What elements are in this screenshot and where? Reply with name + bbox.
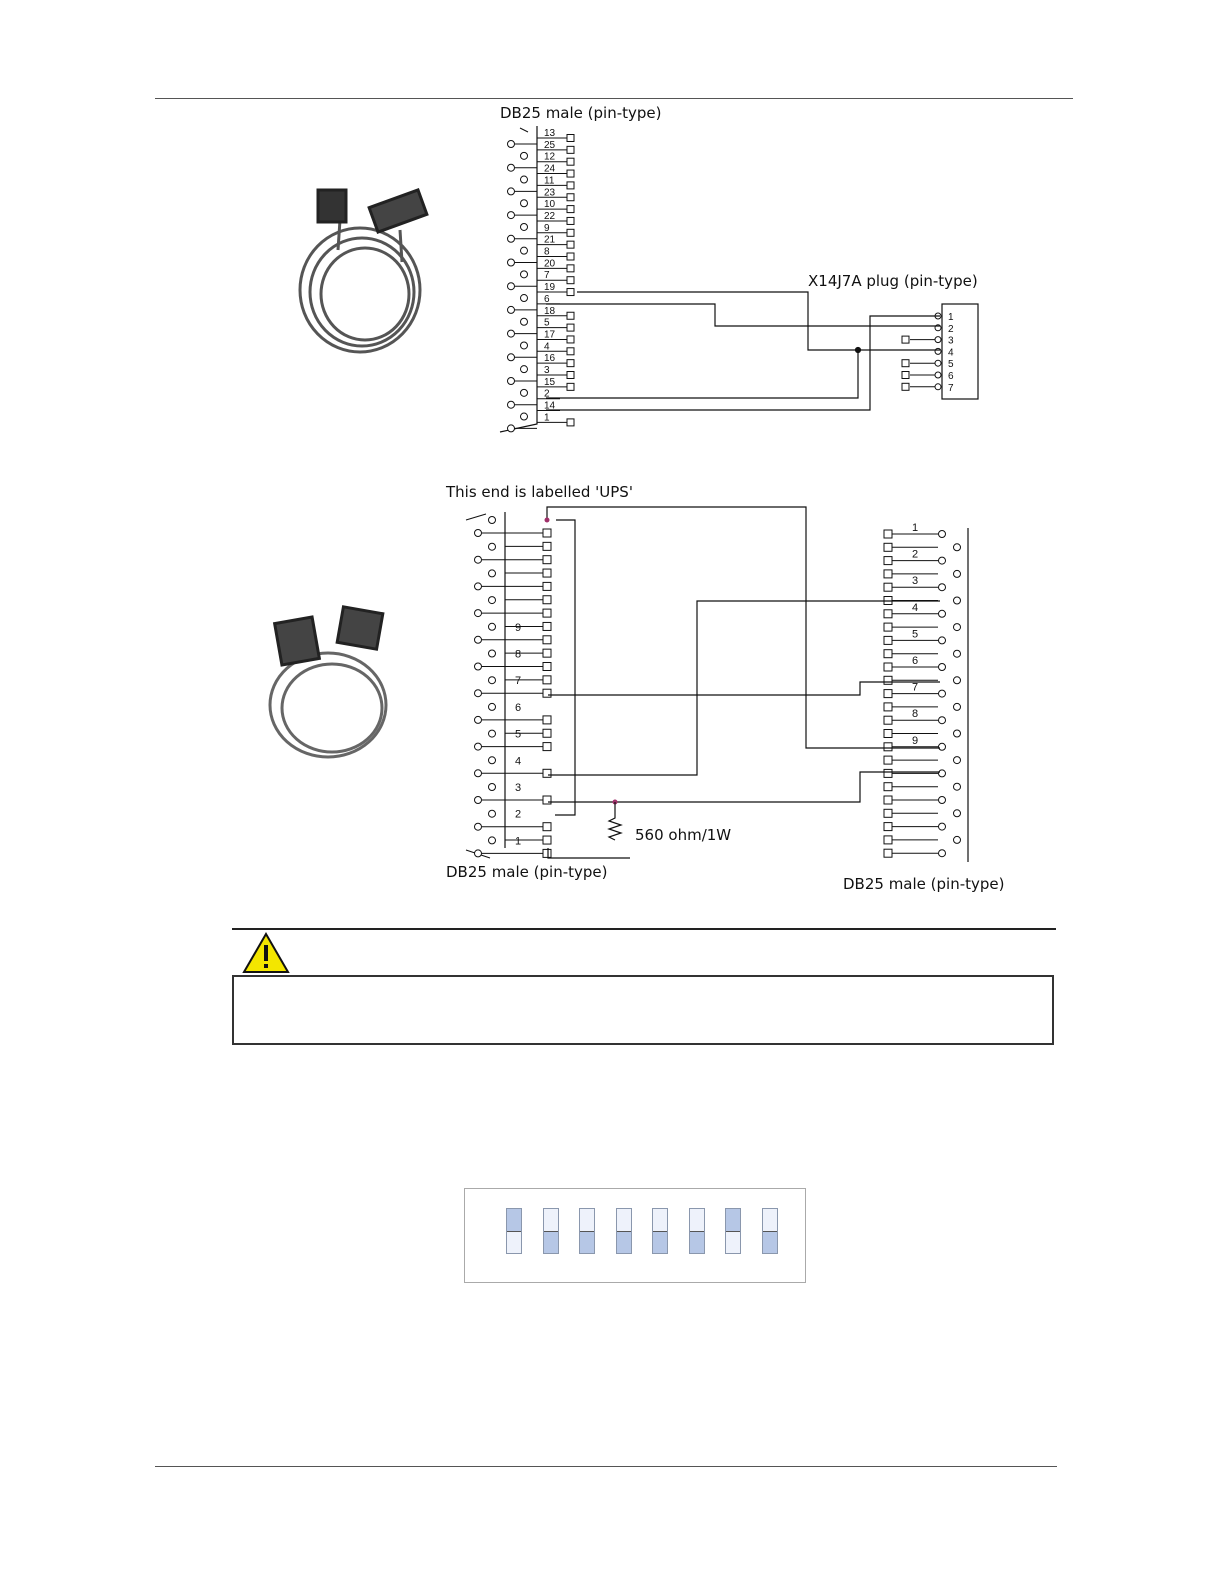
dip-switch-divider <box>617 1231 631 1232</box>
right-pin-square <box>884 557 892 565</box>
top-db25-pin-circle <box>521 247 528 254</box>
top-db25-pin-square <box>567 348 574 355</box>
dip-switch-knob <box>653 1231 667 1253</box>
left-pin-circle <box>489 757 496 764</box>
right-pin-square <box>884 570 892 578</box>
top-db25-pin-label: 10 <box>544 199 556 211</box>
left-pin-square <box>543 796 551 804</box>
left-pin-circle <box>489 623 496 630</box>
right-pin-square <box>884 836 892 844</box>
top-db25-pin-square <box>567 135 574 142</box>
dip-switch-knob <box>544 1231 558 1253</box>
left-pin-circle <box>475 530 482 537</box>
right-db25-caption: DB25 male (pin-type) <box>843 875 1005 893</box>
dip-switch-knob <box>726 1209 740 1231</box>
right-pin-square <box>884 743 892 751</box>
left-pin-circle <box>489 650 496 657</box>
dip-switch-divider <box>690 1231 704 1232</box>
top-db25-pin-circle <box>508 259 515 266</box>
warning-triangle-icon <box>242 932 290 974</box>
plug-pin-circle <box>935 337 941 343</box>
top-plug-caption: X14J7A plug (pin-type) <box>808 272 978 290</box>
top-db25-pin-square <box>567 229 574 236</box>
top-db25-pin-label: 12 <box>544 151 556 163</box>
top-db25-pin-label: 19 <box>544 282 556 294</box>
left-pin-square <box>543 769 551 777</box>
top-db25-pin-circle <box>521 271 528 278</box>
right-pin-circle <box>954 570 961 577</box>
top-db25-pin-circle <box>508 212 515 219</box>
left-pin-circle <box>475 636 482 643</box>
right-pin-square <box>884 783 892 791</box>
right-pin-circle <box>954 836 961 843</box>
right-pin-label: 9 <box>912 734 919 747</box>
top-db25-pin-label: 4 <box>544 341 550 353</box>
top-db25-pin-circle <box>521 152 528 159</box>
top-db25-pin-label: 3 <box>544 365 550 376</box>
left-pin-circle <box>489 677 496 684</box>
left-pin-square <box>543 649 551 657</box>
right-pin-label: 4 <box>912 601 919 614</box>
plug-pin-label: 1 <box>948 312 954 323</box>
top-db25-pin-label: 5 <box>544 317 550 329</box>
top-db25-pin-circle <box>521 223 528 230</box>
left-pin-square <box>543 596 551 604</box>
plug-pin-label: 4 <box>948 347 954 359</box>
top-db25-pin-square <box>567 170 574 177</box>
right-pin-circle <box>939 717 946 724</box>
right-pin-square <box>884 583 892 591</box>
right-pin-circle <box>939 690 946 697</box>
right-pin-square <box>884 543 892 551</box>
left-pin-circle <box>489 703 496 710</box>
left-pin-square <box>543 529 551 537</box>
top-db25-pin-circle <box>508 378 515 385</box>
right-pin-square <box>884 663 892 671</box>
warning-rule <box>232 928 1056 930</box>
top-db25-pin-circle <box>508 306 515 313</box>
right-pin-square <box>884 809 892 817</box>
resistor-label: 560 ohm/1W <box>635 826 732 844</box>
top-db25-pin-circle <box>521 342 528 349</box>
top-db25-pin-label: 25 <box>544 139 556 151</box>
dip-switch-divider <box>507 1231 521 1232</box>
top-db25-pin-circle <box>508 164 515 171</box>
plug-pin-label: 2 <box>948 323 954 335</box>
top-db25-pin-circle <box>521 366 528 373</box>
top-db25-pin-label: 11 <box>544 175 555 187</box>
top-db25-pin-label: 14 <box>544 400 556 412</box>
dip-switch[interactable] <box>762 1208 778 1254</box>
top-db25-pin-circle <box>508 330 515 337</box>
right-pin-circle <box>954 730 961 737</box>
left-pin-circle <box>475 823 482 830</box>
cable-photo-1 <box>300 190 427 352</box>
right-pin-circle <box>954 757 961 764</box>
dip-switch-knob <box>690 1231 704 1253</box>
dip-switch-knob <box>617 1231 631 1253</box>
right-pin-square <box>884 610 892 618</box>
dip-switch-divider <box>653 1231 667 1232</box>
right-pin-square <box>884 849 892 857</box>
top-db25-pin-circle <box>508 401 515 408</box>
right-pin-square <box>884 756 892 764</box>
top-plug-connector <box>808 272 978 399</box>
left-pin-circle <box>475 690 482 697</box>
left-pin-square <box>543 609 551 617</box>
right-pin-square <box>884 703 892 711</box>
dip-switch[interactable] <box>616 1208 632 1254</box>
dip-switch-knob <box>507 1209 521 1231</box>
top-db25-pin-label: 7 <box>544 270 550 282</box>
top-db25-pin-square <box>567 158 574 165</box>
left-pin-label: 9 <box>515 621 522 634</box>
left-pin-square <box>543 743 551 751</box>
left-pin-square <box>543 542 551 550</box>
left-db25-caption: DB25 male (pin-type) <box>446 863 608 881</box>
left-pin-square <box>543 569 551 577</box>
left-pin-label: 6 <box>515 701 522 714</box>
right-pin-label: 1 <box>912 522 919 534</box>
right-pin-square <box>884 769 892 777</box>
top-db25-pin-square <box>567 217 574 224</box>
left-pin-square <box>543 716 551 724</box>
top-db25-pin-circle <box>521 389 528 396</box>
top-db25-pin-square <box>567 206 574 213</box>
top-db25-pin-square <box>567 372 574 379</box>
top-db25-pin-label: 23 <box>544 187 556 199</box>
dip-switch-divider <box>763 1231 777 1232</box>
left-pin-circle <box>475 663 482 670</box>
bottom-wires <box>545 507 941 858</box>
top-db25-pin-square <box>567 419 574 426</box>
top-db25-pin-circle <box>521 318 528 325</box>
plug-pin-square <box>902 372 909 379</box>
left-pin-square <box>543 676 551 684</box>
top-db25-pin-circle <box>508 354 515 361</box>
right-pin-circle <box>939 743 946 750</box>
top-db25-pin-label: 6 <box>544 293 550 305</box>
right-pin-square <box>884 716 892 724</box>
top-db25-pin-square <box>567 182 574 189</box>
right-pin-square <box>884 636 892 644</box>
top-db25-pin-circle <box>521 200 528 207</box>
footer-rule <box>155 1466 1057 1467</box>
dip-switch[interactable] <box>725 1208 741 1254</box>
right-pin-square <box>884 730 892 738</box>
left-pin-square <box>543 836 551 844</box>
left-pin-circle <box>489 730 496 737</box>
left-pin-label: 4 <box>515 755 522 768</box>
left-pin-circle <box>475 610 482 617</box>
right-pin-square <box>884 823 892 831</box>
left-pin-circle <box>489 570 496 577</box>
right-pin-circle <box>939 584 946 591</box>
left-pin-square <box>543 663 551 671</box>
right-pin-circle <box>939 850 946 857</box>
left-pin-square <box>543 689 551 697</box>
top-db25-pin-square <box>567 241 574 248</box>
right-pin-circle <box>939 770 946 777</box>
top-db25-caption: DB25 male (pin-type) <box>500 104 662 122</box>
left-pin-label: 7 <box>515 675 522 688</box>
top-db25-connector <box>500 104 661 432</box>
top-db25-pin-circle <box>521 413 528 420</box>
plug-pin-label: 6 <box>948 371 954 382</box>
left-pin-circle <box>489 597 496 604</box>
left-pin-square <box>543 622 551 630</box>
right-pin-circle <box>954 810 961 817</box>
right-pin-square <box>884 530 892 538</box>
top-db25-pin-circle <box>508 425 515 432</box>
top-db25-pin-square <box>567 289 574 296</box>
left-pin-circle <box>489 837 496 844</box>
top-db25-pin-label: 8 <box>544 246 550 258</box>
dip-switch[interactable] <box>652 1208 668 1254</box>
top-db25-pin-label: 24 <box>544 163 556 175</box>
plug-pin-circle <box>935 372 941 378</box>
right-pin-square <box>884 690 892 698</box>
dip-switch[interactable] <box>506 1208 522 1254</box>
right-pin-circle <box>939 637 946 644</box>
plug-pin-square <box>902 336 909 343</box>
right-pin-circle <box>939 797 946 804</box>
right-pin-circle <box>939 664 946 671</box>
top-db25-pin-label: 22 <box>544 210 556 222</box>
top-db25-pin-circle <box>508 141 515 148</box>
right-pin-circle <box>954 783 961 790</box>
top-db25-pin-label: 15 <box>544 376 556 388</box>
plug-pin-label: 3 <box>948 335 954 347</box>
top-db25-pin-label: 21 <box>544 234 556 246</box>
plug-pin-circle <box>935 384 941 390</box>
left-pin-square <box>543 849 551 857</box>
dip-switch[interactable] <box>543 1208 559 1254</box>
plug-pin-circle <box>935 360 941 366</box>
right-pin-label: 2 <box>912 548 919 561</box>
top-db25-pin-square <box>567 312 574 319</box>
top-db25-pin-circle <box>521 295 528 302</box>
left-pin-circle <box>489 784 496 791</box>
left-pin-square <box>543 556 551 564</box>
top-db25-pin-square <box>567 383 574 390</box>
top-db25-pin-label: 16 <box>544 353 556 365</box>
right-pin-circle <box>939 610 946 617</box>
left-pin-label: 8 <box>515 648 522 661</box>
right-pin-label: 7 <box>912 681 919 694</box>
right-pin-square <box>884 650 892 658</box>
cable-photo-2 <box>270 607 386 757</box>
right-pin-circle <box>954 677 961 684</box>
plug-pin-square <box>902 383 909 390</box>
top-db25-pin-square <box>567 277 574 284</box>
left-pin-circle <box>475 743 482 750</box>
top-wires <box>546 292 940 410</box>
left-pin-square <box>543 823 551 831</box>
top-db25-pin-square <box>567 336 574 343</box>
ups-caption: This end is labelled 'UPS' <box>446 483 633 501</box>
left-pin-square <box>543 636 551 644</box>
left-pin-circle <box>475 797 482 804</box>
top-db25-pin-label: 18 <box>544 305 556 317</box>
dip-switch-divider <box>726 1231 740 1232</box>
dip-switch-divider <box>580 1231 594 1232</box>
right-pin-square <box>884 623 892 631</box>
top-db25-pin-circle <box>508 235 515 242</box>
left-pin-circle <box>489 543 496 550</box>
warning-box <box>232 975 1054 1045</box>
right-pin-circle <box>939 531 946 538</box>
top-db25-pin-label: 17 <box>544 329 556 341</box>
left-pin-label: 3 <box>515 782 522 794</box>
right-pin-label: 8 <box>912 708 919 721</box>
left-pin-circle <box>475 850 482 857</box>
top-db25-pin-circle <box>508 188 515 195</box>
dip-switch-divider <box>544 1231 558 1232</box>
plug-pin-circle <box>935 348 941 354</box>
top-db25-pin-square <box>567 324 574 331</box>
top-db25-pin-label: 13 <box>544 128 556 139</box>
top-db25-pin-label: 2 <box>544 388 550 400</box>
plug-pin-label: 5 <box>948 359 954 371</box>
top-db25-pin-circle <box>508 283 515 290</box>
top-db25-pin-square <box>567 265 574 272</box>
top-db25-pin-square <box>567 253 574 260</box>
top-db25-pin-label: 20 <box>544 258 556 270</box>
left-pin-circle <box>475 556 482 563</box>
right-pin-circle <box>954 624 961 631</box>
left-pin-circle <box>475 716 482 723</box>
top-db25-pin-label: 9 <box>544 222 550 234</box>
left-pin-label: 5 <box>515 728 522 741</box>
top-db25-pin-square <box>567 360 574 367</box>
bottom-right-connector <box>843 522 1004 893</box>
right-pin-circle <box>954 650 961 657</box>
left-pin-circle <box>489 517 496 524</box>
left-pin-circle <box>489 810 496 817</box>
left-pin-label: 2 <box>515 808 522 821</box>
dip-switch-knob <box>580 1231 594 1253</box>
right-pin-label: 5 <box>912 628 919 641</box>
right-pin-circle <box>954 597 961 604</box>
right-pin-square <box>884 676 892 684</box>
dip-switch-panel <box>464 1188 806 1283</box>
top-db25-pin-square <box>567 194 574 201</box>
left-pin-label: 1 <box>515 835 522 848</box>
top-db25-pin-square <box>567 146 574 153</box>
left-pin-square <box>543 582 551 590</box>
left-pin-circle <box>475 770 482 777</box>
top-db25-pin-label: 1 <box>544 412 550 424</box>
right-pin-square <box>884 796 892 804</box>
plug-pin-label: 7 <box>948 382 954 394</box>
right-pin-label: 6 <box>912 655 919 667</box>
right-pin-circle <box>954 544 961 551</box>
right-pin-circle <box>939 557 946 564</box>
dip-switch[interactable] <box>689 1208 705 1254</box>
bottom-left-connector <box>446 512 607 881</box>
right-pin-circle <box>954 703 961 710</box>
left-pin-circle <box>475 583 482 590</box>
left-pin-square <box>543 729 551 737</box>
plug-pin-square <box>902 360 909 367</box>
dip-switch[interactable] <box>579 1208 595 1254</box>
right-pin-label: 3 <box>912 575 919 588</box>
dip-switch-knob <box>763 1231 777 1253</box>
top-db25-pin-circle <box>521 176 528 183</box>
right-pin-circle <box>939 823 946 830</box>
